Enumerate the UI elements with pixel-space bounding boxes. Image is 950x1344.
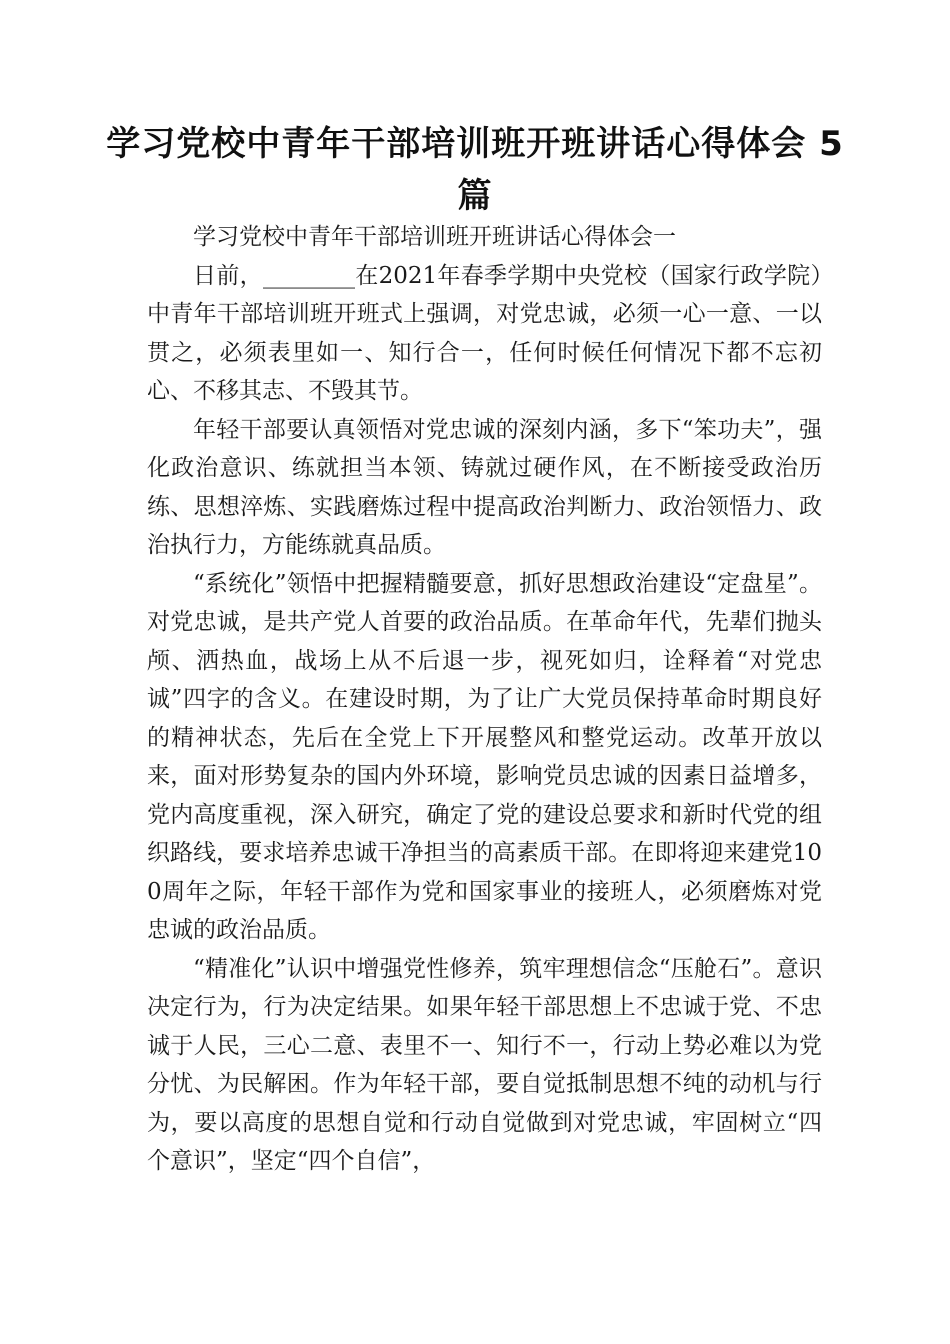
document-title: 学习党校中青年干部培训班开班讲话心得体会 5篇: [106, 124, 844, 216]
paragraph-3: “系统化”领悟中把握精髓要意，抓好思想政治建设“定盘星”。对党忠诚，是共产党人首要的政治品质。在革命年代，先辈们抛头颅、洒热血，战场上从不后退一步，视死如归，诠释着“对党忠诚”四字的含义。在建设时期，为了让广大党员保持革命时期良好的精神状态，先后在全党上下开展整风和整党运动。改革开放以来，面对形势复杂的国内外环境，影响党员忠诚的因素日益增多，党内高度重视，深入研究，确定了党的建设总要求和新时代党的组织路线，要求培养忠诚干净担当的高素质干部。在即将迎来建党100周年之际，年轻干部作为党和国家事业的接班人，必须磨炼对党忠诚的政治品质。: [147, 570, 822, 943]
document-body: [147, 218, 822, 1181]
paragraph-1: 日前，________在2021年春季学期中央党校（国家行政学院）中青年干部培训班开班式上强调，对党忠诚，必须一心一意、一以贯之，必须表里如一、知行合一，任何时候任何情况下都不忘初心、不移其志、不毁其节。: [147, 262, 822, 404]
paragraph-2: 年轻干部要认真领悟对党忠诚的深刻内涵，多下“笨功夫”，强化政治意识、练就担当本领、铸就过硬作风，在不断接受政治历练、思想淬炼、实践磨炼过程中提高政治判断力、政治领悟力、政治执行力，方能练就真品质。: [147, 416, 822, 558]
paragraph-4: “精准化”认识中增强党性修养，筑牢理想信念“压舱石”。意识决定行为，行为决定结果。如果年轻干部思想上不忠诚于党、不忠诚于人民，三心二意、表里不一、知行不一，行动上势必难以为党分忧、为民解困。作为年轻干部，要自觉抵制思想不纯的动机与行为，要以高度的思想自觉和行动自觉做到对党忠诚，牢固树立“四个意识”，坚定“四个自信”，: [147, 955, 822, 1174]
section-heading: 学习党校中青年干部培训班开班讲话心得体会一: [193, 224, 676, 250]
